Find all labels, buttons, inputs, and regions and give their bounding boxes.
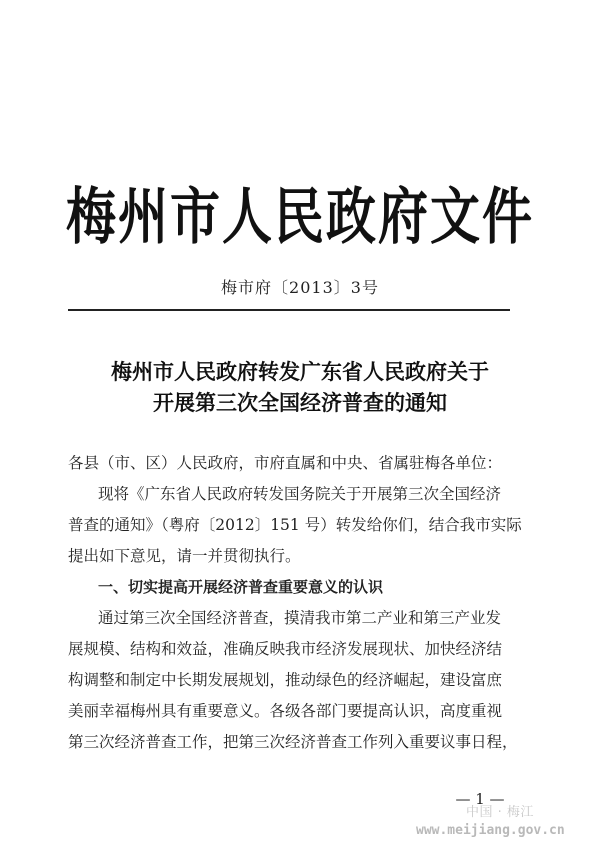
paragraph-line: 提出如下意见，请一并贯彻执行。 (68, 547, 301, 565)
section-heading: 一、切实提高开展经济普查重要意义的认识 (98, 578, 384, 596)
addressee-line: 各县（市、区）人民政府，市府直属和中央、省属驻梅各单位： (68, 454, 503, 472)
watermark-site: 中国 · 梅江 (466, 805, 534, 820)
issuer-title: 梅州市人民政府文件 (66, 181, 534, 253)
paragraph-line: 美丽幸福梅州具有重要意义。各级各部门要提高认识，高度重视 (68, 702, 503, 720)
paragraph-line: 普查的通知》（粤府〔2012〕151 号）转发给你们，结合我市实际 (68, 516, 522, 534)
page-number: — 1 — (455, 790, 505, 808)
header-separator (68, 309, 510, 311)
document-title-line: 开展第三次全国经济普查的通知 (153, 390, 447, 415)
paragraph-line: 通过第三次全国经济普查，摸清我市第二产业和第三产业发 (98, 609, 502, 627)
paragraph-line: 构调整和制定中长期发展规划，推动绿色的经济崛起，建设富庶 (68, 671, 503, 689)
paragraph-line: 现将《广东省人民政府转发国务院关于开展第三次全国经济 (98, 485, 502, 503)
document-title (0, 356, 600, 418)
paragraph-line: 展规模、结构和效益，准确反映我市经济发展现状、加快经济结 (68, 640, 503, 658)
paragraph-line: 第三次经济普查工作，把第三次经济普查工作列入重要议事日程， (68, 733, 518, 751)
document-title-line: 梅州市人民政府转发广东省人民政府关于 (111, 359, 489, 384)
watermark-url: www.meijiang.gov.cn (416, 823, 565, 838)
document-number: 梅市府〔2013〕3号 (221, 278, 379, 297)
